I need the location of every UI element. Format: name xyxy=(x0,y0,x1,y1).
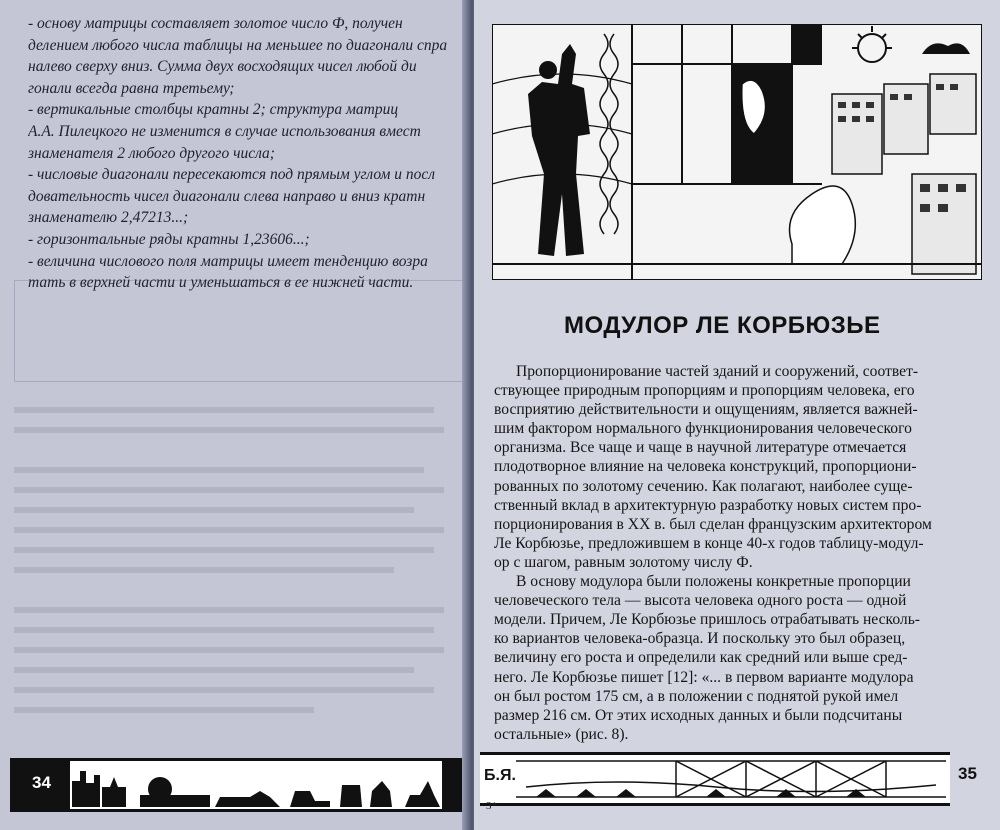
right-page-number: 35 xyxy=(958,764,977,783)
text-line: человеческого тела — высота человека одного роста — одной xyxy=(494,592,907,610)
text-line: Ле Корбюзье, предложившем в конце 40-х годов таблицу-модул- xyxy=(494,534,924,552)
text-line: восприятию действительности и ощущениям, является важней- xyxy=(494,401,918,419)
text-line: шим фактором нормального функционирования человеческого xyxy=(494,420,912,438)
left-page-number: 34 xyxy=(26,771,57,795)
text-line: порционирования в XX в. был сделан французским архитектором xyxy=(494,515,932,533)
text-line: плодотворное влияние на человека конструкций, пропорциони- xyxy=(494,458,917,476)
truss-drawing xyxy=(516,757,946,799)
left-line: тать в верхней части и уменьшаться в ее нижней части. xyxy=(28,274,414,292)
dark-panel xyxy=(732,64,792,184)
text-line: ко вариантов человека-образца. И поскольку это был образец, xyxy=(494,630,906,648)
text-line: ор с шагом, равным золотому числу Ф. xyxy=(494,553,753,571)
show-through-lines xyxy=(14,400,454,730)
left-line: знаменателя 2 любого другого числа; xyxy=(28,144,275,162)
left-line: довательность чисел диагонали слева направо и вниз кратн xyxy=(28,187,426,205)
show-through-table xyxy=(14,280,464,382)
left-line: - основу матрицы составляет золотое число Ф, получен xyxy=(28,15,403,32)
body-text xyxy=(494,362,994,744)
left-line: - величина числового поля матрицы имеет тенденцию возра xyxy=(28,252,428,270)
left-line: делением любого числа таблицы на меньшее по диагонали спра xyxy=(28,36,448,54)
signature-mark: 3* xyxy=(486,800,497,812)
text-line: размер 216 см. От этих исходных данных и были подсчитаны xyxy=(494,706,903,724)
left-page xyxy=(0,0,470,830)
left-line: знаменателю 2,47213...; xyxy=(28,209,189,227)
left-page-text xyxy=(28,14,468,295)
left-line: А.А. Пилецкого не изменится в случае использования вмест xyxy=(28,122,421,140)
text-line: остальные» (рис. 8). xyxy=(494,725,629,743)
left-line: - вертикальные столбцы кратны 2; структура матриц xyxy=(28,101,399,119)
text-line: модели. Причем, Ле Корбюзье пришлось отрабатывать несколь- xyxy=(494,611,920,629)
silhouette-frieze xyxy=(10,761,462,809)
modulor-illustration xyxy=(492,24,982,280)
text-line: он был ростом 175 см, а в положении с поднятой рукой имел xyxy=(494,687,899,705)
text-line: рованных по золотому сечению. Как полагают, наиболее суще- xyxy=(494,477,913,495)
section-heading: МОДУЛОР ЛЕ КОРБЮЗЬЕ xyxy=(564,312,881,339)
right-page xyxy=(474,0,1000,830)
left-line: - горизонтальные ряды кратны 1,23606...; xyxy=(28,230,310,248)
left-line: гонали всегда равна третьему; xyxy=(28,79,235,97)
right-footer-strip xyxy=(480,752,950,806)
text-line: него. Ле Корбюзье пишет [12]: «... в первом варианте модулора xyxy=(494,668,914,686)
text-line: В основу модулора были положены конкретные пропорции xyxy=(516,573,911,591)
left-line: - числовые диагонали пересекаются под прямым углом и посл xyxy=(28,166,436,184)
text-line: величину его роста и определили как средний или выше сред- xyxy=(494,649,908,667)
text-line: Пропорционирование частей зданий и сооружений, соответ- xyxy=(516,363,919,380)
left-line: налево сверху вниз. Сумма двух восходящих чисел любой ди xyxy=(28,58,417,76)
text-line: ственный вклад в архитектурную разработку новых систем про- xyxy=(494,496,922,514)
text-line: ствующее природным пропорциям и пропорциям человека, его xyxy=(494,382,915,400)
text-line: организма. Все чаще и чаще в научной литературе отмечается xyxy=(494,439,907,457)
strip-monogram: Б.Я. xyxy=(484,767,516,784)
left-footer-strip xyxy=(10,758,462,812)
